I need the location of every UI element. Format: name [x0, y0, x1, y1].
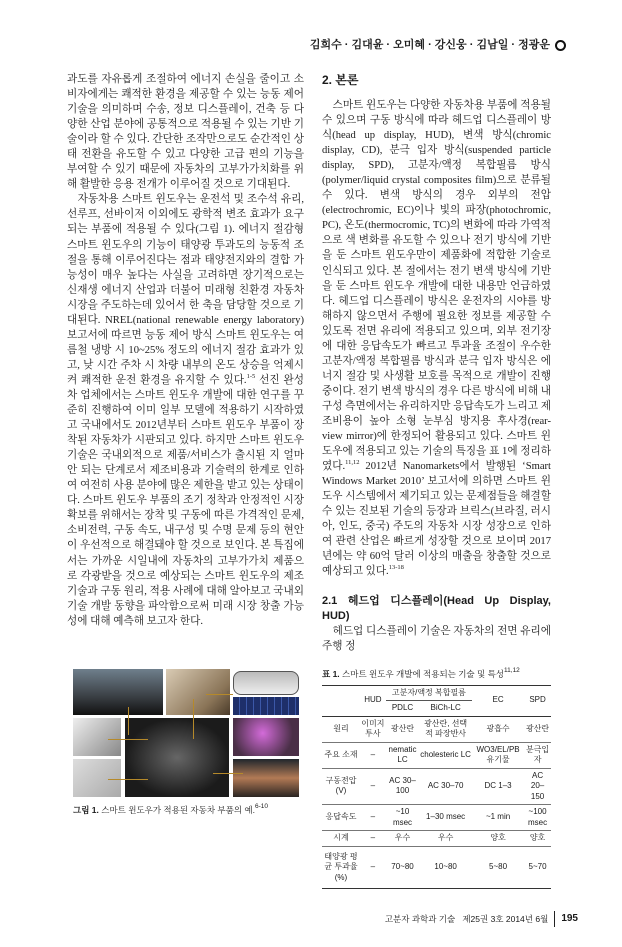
table-row: [322, 742, 551, 768]
left-column: [67, 72, 304, 816]
table-cell: WO3/EL/PB 유기물: [472, 742, 524, 768]
table-cell: 광산란: [386, 716, 419, 742]
circle-icon: [555, 40, 566, 51]
table-cell: –: [360, 742, 386, 768]
figure-label: 그림 1.: [73, 804, 99, 815]
paragraph-text: 선진 완성차 업체에서는 스마트 윈도우 개발에 대한 연구를 꾸준히 진행하여 이미 일부 모델에 적용하기 시작하였고 국내에서도 2012년부터 스마트 윈도우 부품이 장착된 자동차가 시판되고 있다. 하지만 스마트 윈도우 기술은 국내외적으로 제품/서비스가 출시된 지 얼마 안 되는 단계로서 제조비용과 기술력의 한계로 인하여 여전히 사용 분야에 많은 제한을 받고 있는 상태이다. 스마트 윈도우 부품의 조기 정착과 안정적인 시장 확보를 위해서는 장착 및 구동에 따른 가격적인 문제, 소비전력, 구동 속도, 내구성 및 수명 문제 등의 현안이 우선적으로 해결돼야 할 것으로 보인다. 본 특집에서는 가까운 시일내에 자동차의 고부가가치 제품으로 각광받을 것으로 예상되는 스마트 윈도우의 제조 기술과 구동 원리, 적용 사례에 대해 알아보고 국내외 기술 개발 동향을 파악함으로써 미래 시장 창출 가능성에 대해 예측해 보고자 한다.: [67, 374, 304, 627]
header-blank: [322, 685, 360, 716]
privacy-window-photo: [233, 718, 299, 756]
table-cell: cholesteric LC: [419, 742, 472, 768]
table-cell: AC 20–150: [524, 768, 551, 805]
row-label: 응답속도: [322, 805, 360, 831]
table-cell: DC 1–3: [472, 768, 524, 805]
figure-caption: [73, 804, 304, 816]
mirror-photo: [233, 671, 299, 695]
callout-line: [108, 779, 148, 780]
table-cell: AC 30–70: [419, 768, 472, 805]
header-cell: BiCh-LC: [419, 701, 472, 717]
table-cell: 10~80: [434, 862, 457, 872]
table-cell: –: [360, 831, 386, 847]
table-row: [322, 831, 551, 847]
table-caption: [322, 668, 551, 680]
table-cell: 분극입자: [524, 742, 551, 768]
header-cell: SPD: [524, 685, 551, 716]
table-cell: 1–30 msec: [419, 805, 472, 831]
citation: 11,12: [504, 666, 520, 674]
row-label: 주요 소재: [322, 742, 360, 768]
table-cell: ~1 min: [472, 805, 524, 831]
divider: [554, 911, 555, 927]
table-cell: nematic LC: [386, 742, 419, 768]
running-header: [0, 0, 622, 52]
paragraph: [322, 98, 551, 580]
subsection-heading: 2.1 헤드업 디스플레이(Head Up Display, HUD): [322, 594, 551, 622]
row-label: 원리: [322, 716, 360, 742]
table-cell: 양호: [472, 831, 524, 847]
window-touch-photo: [233, 759, 299, 797]
citation: 6-10: [255, 802, 269, 810]
journal-info: 고분자 과학과 기술 제25권 3호 2014년 6월: [384, 914, 549, 925]
table-cell: –: [360, 805, 386, 831]
header-cell: PDLC: [386, 701, 419, 717]
table-cell: 광산란, 선택적 파장반사: [419, 716, 472, 742]
table-label: 표 1.: [322, 668, 340, 679]
table-cell: 광흡수: [472, 716, 524, 742]
solar-panel-photo: [233, 697, 299, 715]
citation: 13-18: [388, 564, 404, 572]
side-window-dimmed-photo: [73, 759, 121, 797]
section-heading: 2. 본론: [322, 73, 359, 87]
table-cell: ~100 msec: [524, 805, 551, 831]
paragraph: 헤드업 디스플레이 기술은 자동차의 전면 유리에 주행 정: [322, 625, 551, 652]
figure-1-collage: [73, 669, 299, 797]
citation: 11,12: [345, 459, 360, 467]
row-label: 시계: [322, 831, 360, 847]
callout-line: [206, 694, 233, 695]
row-label: 태양광 평균 투과율 (%): [324, 851, 358, 882]
header-cell: HUD: [360, 685, 386, 716]
paragraph-text: 자동차용 스마트 윈도우는 운전석 및 조수석 유리, 선루프, 선바이저 이외에도 광학적 변조 효과가 요구되는 부품에 적용될 수 있다(그림 1). 에너지 절감형 스마트 윈도우의 기능이 태양광 투과도의 능동적 조절을 통해 이루어진다는 점과 태양전지와의 결합 가능성이 매우 높다는 사실을 고려하면 장기적으로는 신재생 에너지 산업과 더불어 미래형 친환경 자동차 시장을 주도하는데 있어서 한 축을 담당할 것으로 기대된다. NREL(national renewable energy laboratory) 보고서에 따르면 능동 제어 방식 스마트 윈도우는 여름철 냉방 시 10~25% 정도의 에너지 절감 효과가 있고, 낮 시간 주차 시 차량 내부의 온도 상승을 억제시켜 쾌적한 운전 환경을 유지할 수 있다.: [67, 194, 304, 386]
callout-line: [128, 707, 129, 735]
right-column: [322, 72, 551, 889]
side-window-photo: [73, 718, 121, 756]
table-cell: ~10 msec: [386, 805, 419, 831]
two-column-body: [0, 52, 622, 889]
header-cell: EC: [472, 685, 524, 716]
table-row: [322, 768, 551, 805]
author-list: 김희수 · 김대윤 · 오미혜 · 강신웅 · 김남일 · 정광운: [309, 39, 550, 51]
table-cell: 우수: [419, 831, 472, 847]
page-footer: [0, 889, 622, 947]
table-cell: 광산란: [524, 716, 551, 742]
figure-caption-text: 스마트 윈도우가 적용된 자동차 부품의 예.: [98, 804, 255, 815]
paragraph: 과도를 자유롭게 조절하여 에너지 손실을 줄이고 소비자에게는 쾌적한 환경을 제공할 수 있는 능동 제어 기술을 의미하며 수송, 정보 디스플레이, 건축 등 다양한 산업 분야에 공통적으로 적용될 수 있는 기반 기술이라 할 수 있다. 간단한 조작만으로도 순간적인 상태 전환을 유도할 수 있고 다양한 고급 편의 기능을 부여할 수 있기 때문에 자동차의 고부가가치화를 위해 활발한 응용 전개가 이루어질 것으로 기대된다.: [67, 74, 304, 191]
callout-line: [213, 773, 243, 774]
row-label: 구동전압 (V): [322, 768, 360, 805]
table-cell: 이미지 투사: [360, 716, 386, 742]
table-1: [322, 685, 551, 890]
paragraph: [67, 192, 304, 628]
table-cell: 양호: [524, 831, 551, 847]
header-cell: 고분자/액정 복합필름: [391, 687, 466, 697]
table-cell: 우수: [386, 831, 419, 847]
paragraph-text: 스마트 윈도우는 다양한 자동차용 부품에 적용될 수 있으며 구동 방식에 따라 헤드업 디스플레이 방식(head up display, HUD), 변색 방식(chromic display, CD), 분극 입자 방식(suspended particle display, SPD), 고분자/액정 복합필름 방식(polymer/liquid crystal composites film)으로 분류될 수 있다. 변색 방식의 경우 외부의 전압(electrochromic, EC)이나 빛의 파장(photochromic, PC), 온도(thermocromic, TC)의 변화에 따라 가역적으로 색 변화를 유도할 수 있으나 전기 방식에 기반을 둔 스마트 윈도우만이 제품화에 적합한 기술로 인식되고 있다. 본 절에서는 전기 변색 방식에 기반을 둔 스마트 윈도우 개발에 대한 내용만 언급하였다. 헤드업 디스플레이 방식은 운전자의 시야를 방해하지 않으면서 주행에 필요한 정보를 제공할 수 있도록 전면 유리에 적용되고 있으며, 외부 전기장에 대한 응답속도가 빠르고 투과율 조절이 우수한 고분자/액정 복합필름 방식과 분극 입자 방식은 에너지 절감 및 사생활 보호를 목적으로 개발이 진행 중이다. 전기 변색 방식의 경우 다른 방식에 비해 내구성 측면에서는 유리하지만 응답속도가 느리고 제조비용이 높아 소형 눈부심 방지용 후사경(rear-view mirror)에 한정되어 활용되고 있다. 스마트 윈도우에 적용되고 있는 기술의 특징을 표 1에 정리하였다.: [322, 100, 551, 473]
table-cell: 5~80: [489, 862, 508, 872]
hud-photo: [73, 669, 163, 715]
callout-line: [193, 699, 194, 739]
paragraph-text: 2012년 Nanomarkets에서 발행된 ‘Smart Windows Market 2010’ 보고서에 의하면 스마트 윈도우 시스템에서 제기되고 있는 문제점들을 해결할 수 있는 진보된 기술의 등장과 브릭스(브라질, 러시아, 인도, 중국) 주도의 자동차 시장 성장으로 인하여 관련 산업은 빠르게 성장할 것으로 보이며 2017년에는 약 60억 달러 이상의 매출을 창출할 것으로 예상되고 있다.: [322, 461, 551, 578]
sunroof-photo: [166, 669, 230, 715]
citation: 1-5: [246, 372, 256, 380]
table-cell: AC 30–100: [386, 768, 419, 805]
table-cell: –: [370, 862, 376, 872]
table-cell: –: [360, 768, 386, 805]
table-caption-text: 스마트 윈도우 개발에 적용되는 기술 및 특성: [339, 668, 505, 679]
page-number: 195: [561, 913, 578, 925]
table-cell: 5~70: [528, 862, 547, 872]
table-row: [322, 846, 551, 889]
table-row: [322, 716, 551, 742]
table-row: [322, 805, 551, 831]
table-cell: 70~80: [391, 862, 414, 872]
car-photo: [125, 718, 229, 797]
callout-line: [108, 739, 148, 740]
